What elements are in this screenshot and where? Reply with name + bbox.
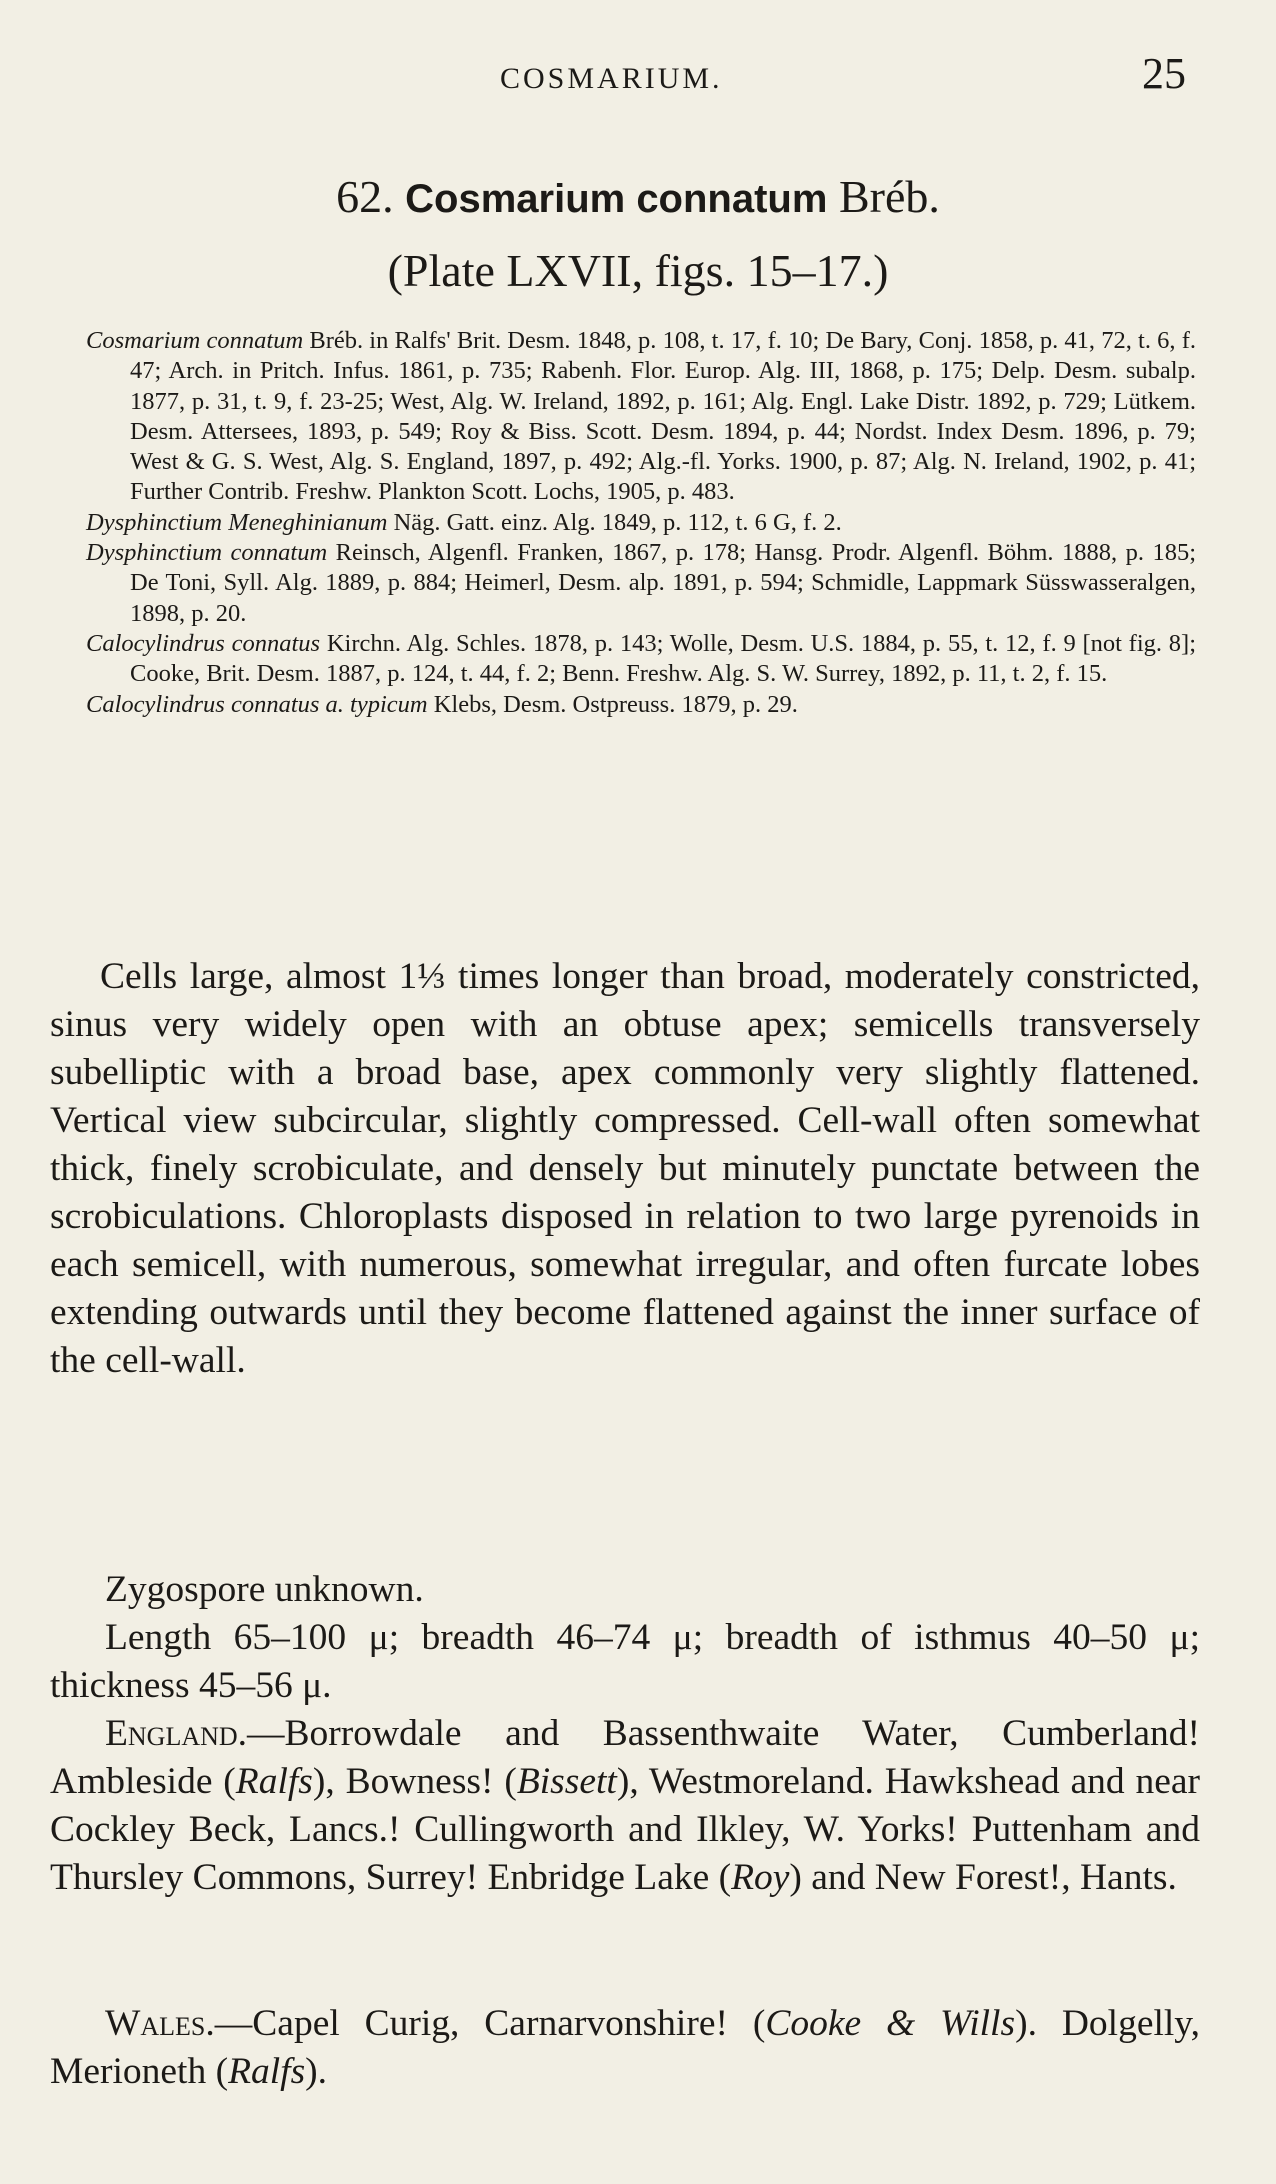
collector-name: Cooke & Wills xyxy=(765,2003,1016,2044)
synonym-taxon: Cosmarium connatum xyxy=(86,327,304,354)
synonym-citation: Näg. Gatt. einz. Alg. 1849, p. 112, t. 6 G, f. 2. xyxy=(393,508,842,536)
locality-text: ) and New Forest!, Hants. xyxy=(789,1857,1177,1898)
synonym-citation: Bréb. in Ralfs' Brit. Desm. 1848, p. 108, t. 17, f. 10; De Bary, Conj. 1858, p. 41, 72, t. 6, f. 47; Arch. in Pritch. Infus. 1861, p. 735; Rabenh. Flor. Europ. Alg. III, 1868, p. 175; Delp. Desm. subalp. 1877, p. 31, t. 9, f. 23-25; West, Alg. W. Ireland, 1892, p. 161; Alg. Engl. Lake Distr. 1892, p. 729; Lütkem. Desm. Attersees, 1893, p. 549; Roy & Biss. Scott. Desm. 1894, p. 44; Nordst. Index Desm. 1896, p. 79; West & G. S. West, Alg. S. England, 1897, p. 492; Alg.-fl. Yorks. 1900, p. 87; Alg. N. Ireland, 1902, p. 41; Further Contrib. Freshw. Plankton Scott. Lochs, 1905, p. 483. xyxy=(130,327,1197,506)
collector-name: Ralfs xyxy=(235,1761,313,1802)
synonymy-entry xyxy=(86,326,1196,508)
zygospore-note: Zygospore unknown. xyxy=(105,1569,424,1610)
collector-name: Ralfs xyxy=(228,2051,306,2092)
locality-text: ), Westmoreland. Hawkshead and near Cockley Beck, Lancs.! Cullingworth and Ilkley, W. Yorks! Puttenham and Thursley Commons, Surrey! Enbridge Lake ( xyxy=(50,1761,1200,1898)
collector-name: Roy xyxy=(731,1857,790,1898)
species-number: 62. xyxy=(336,171,394,222)
synonymy-entry xyxy=(86,629,1196,690)
species-description: Cells large, almost 1⅓ times longer than broad, moderately constricted, sinus very widely open with an obtuse apex; semicells transversely subelliptic with a broad base, apex commonly very slightly flattened. Vertical view subcircular, slightly compressed. Cell-wall often somewhat thick, finely scrobiculate, and densely but minutely punctate between the scrobiculations. Chloroplasts disposed in relation to two large pyrenoids in each semicell, with numerous, somewhat irregular, and often furcate lobes extending outwards until they become flattened against the inner surface of the cell-wall. xyxy=(50,956,1200,1381)
page-number: 25 xyxy=(1142,49,1186,98)
synonym-citation: Klebs, Desm. Ostpreuss. 1879, p. 29. xyxy=(433,690,798,718)
species-author: Bréb. xyxy=(838,171,940,222)
synonymy-entry xyxy=(86,690,1196,720)
region-label: Wales. xyxy=(105,2003,215,2044)
locality-text: —Capel Curig, Carnarvonshire! ( xyxy=(214,2003,766,2044)
plate-reference: (Plate LXVII, figs. 15–17.) xyxy=(387,245,889,296)
running-head xyxy=(0,48,1276,108)
running-head-title: COSMARIUM. xyxy=(500,62,723,95)
locality-text: ). Dolgelly, Merioneth ( xyxy=(50,2003,1200,2092)
locality-text: ), Bowness! ( xyxy=(312,1761,517,1802)
species-name: Cosmarium connatum xyxy=(405,177,828,221)
collector-name: Bissett xyxy=(516,1761,617,1802)
distribution-wales xyxy=(50,2000,1200,2096)
synonym-citation: Kirchn. Alg. Schles. 1878, p. 143; Wolle, Desm. U.S. 1884, p. 55, t. 12, f. 9 [not fig. 8]; Cooke, Brit. Desm. 1887, p. 124, t. 44, f. 2; Benn. Freshw. Alg. S. W. Surrey, 1892, p. 11, t. 2, f. 15. xyxy=(130,629,1196,688)
region-label: England. xyxy=(105,1713,248,1754)
measurements: Length 65–100 μ; breadth 46–74 μ; breadth of isthmus 40–50 μ; thickness 45–56 μ. xyxy=(50,1617,1200,1706)
distribution-england xyxy=(50,1710,1200,1902)
synonym-taxon: Calocylindrus connatus a. typicum xyxy=(86,690,428,718)
species-heading xyxy=(0,170,1276,223)
synonym-citation: Reinsch, Algenfl. Franken, 1867, p. 178; Hansg. Prodr. Algenfl. Böhm. 1888, p. 185; De Toni, Syll. Alg. 1889, p. 884; Heimerl, Desm. alp. 1891, p. 594; Schmidle, Lappmark Süsswasseralgen, 1898, p. 20. xyxy=(130,539,1196,627)
synonym-taxon: Calocylindrus connatus xyxy=(86,629,321,657)
synonymy-entry xyxy=(86,538,1196,629)
synonymy-entry xyxy=(86,508,1196,538)
synonym-taxon: Dysphinctium connatum xyxy=(86,539,328,567)
synonymy-list xyxy=(86,326,1196,720)
locality-text: —Borrowdale and Bassenthwaite Water, Cumberland! Ambleside ( xyxy=(50,1713,1200,1802)
synonym-taxon: Dysphinctium Meneghinianum xyxy=(86,508,388,536)
locality-text: ). xyxy=(305,2051,328,2092)
